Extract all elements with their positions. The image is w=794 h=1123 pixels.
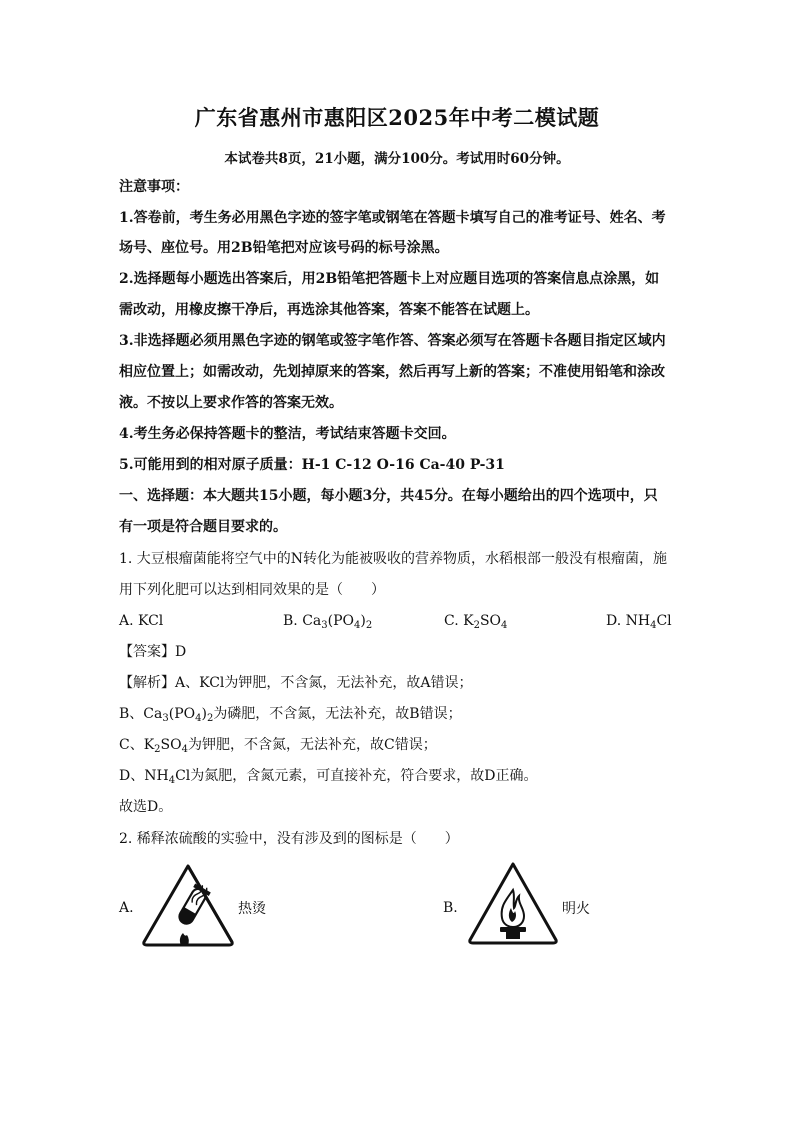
- q1-option-d: D. $NH_4Cl$: [606, 613, 672, 631]
- section-heading: 一、选择题：本大题共15小题，每小题3分，共45分。在每小题给出的四个选项中，只: [119, 488, 658, 504]
- open-flame-icon: [466, 860, 560, 946]
- notice-item: 4.考生务必保持答题卡的整洁，考试结束答题卡交回。: [119, 426, 456, 442]
- notice-item: 5.可能用到的相对原子质量：H-1 C-12 O-16 Ca-40 P-31: [119, 457, 505, 473]
- q1-option-c: C. $K_2SO_4$: [444, 613, 508, 631]
- notice-heading: 注意事项：: [119, 179, 189, 195]
- q2-option-a-label: 热烫: [238, 901, 266, 917]
- hot-surface-icon: [140, 862, 236, 948]
- notice-item: 1.答卷前，考生务必用黑色字迹的签字笔或钢笔在答题卡填写自己的准考证号、姓名、考: [119, 210, 666, 226]
- q1-analysis-c: C、$K_2SO_4$为钾肥，不含氮，无法补充，故C错误；: [119, 737, 437, 755]
- q1-option-b: B. $Ca_3(PO_4)_2$: [283, 613, 373, 631]
- question-2-stem: 2. 稀释浓硫酸的实验中，没有涉及到的图标是（ ）: [119, 831, 459, 847]
- q2-option-a-letter: A.: [119, 900, 134, 916]
- q2-option-b-label: 明火: [562, 901, 590, 917]
- notice-item: 相应位置上；如需改动，先划掉原来的答案，然后再写上新的答案；不准使用铅笔和涂改: [119, 364, 665, 380]
- notice-item: 需改动，用橡皮擦干净后，再选涂其他答案，答案不能答在试题上。: [119, 302, 539, 318]
- exam-info: 本试卷共8页，21小题，满分100分。考试用时60分钟。: [224, 151, 570, 167]
- notice-item: 液。不按以上要求作答的答案无效。: [119, 395, 343, 411]
- q1-analysis-d: D、$NH_4Cl$为氮肥，含氮元素，可直接补充，符合要求，故D正确。: [119, 768, 538, 786]
- q1-conclusion: 故选D。: [119, 799, 173, 815]
- q1-analysis-b: B、$Ca_3(PO_4)_2$为磷肥，不含氮，无法补充，故B错误；: [119, 706, 462, 724]
- q1-answer: 【答案】D: [119, 644, 187, 660]
- page-title: 广东省惠州市惠阳区2025年中考二模试题: [194, 105, 600, 130]
- notice-item: 场号、座位号。用2B铅笔把对应该号码的标号涂黑。: [119, 240, 449, 256]
- notice-item: 3.非选择题必须用黑色字迹的钢笔或签字笔作答、答案必须写在答题卡各题目指定区域内: [119, 333, 666, 349]
- question-1-stem-cont: 用下列化肥可以达到相同效果的是（ ）: [119, 582, 385, 598]
- notice-item: 2.选择题每小题选出答案后，用2B铅笔把答题卡上对应题目选项的答案信息点涂黑，如: [119, 271, 660, 287]
- q1-analysis-a: 【解析】A、KCl为钾肥，不含氮，无法补充，故A错误；: [119, 675, 473, 691]
- section-heading-cont: 有一项是符合题目要求的。: [119, 519, 287, 535]
- q1-option-a: A. KCl: [119, 613, 164, 629]
- question-1-stem: 1. 大豆根瘤菌能将空气中的N转化为能被吸收的营养物质，水稻根部一般没有根瘤菌，施: [119, 551, 668, 567]
- q2-option-b-letter: B.: [443, 900, 458, 916]
